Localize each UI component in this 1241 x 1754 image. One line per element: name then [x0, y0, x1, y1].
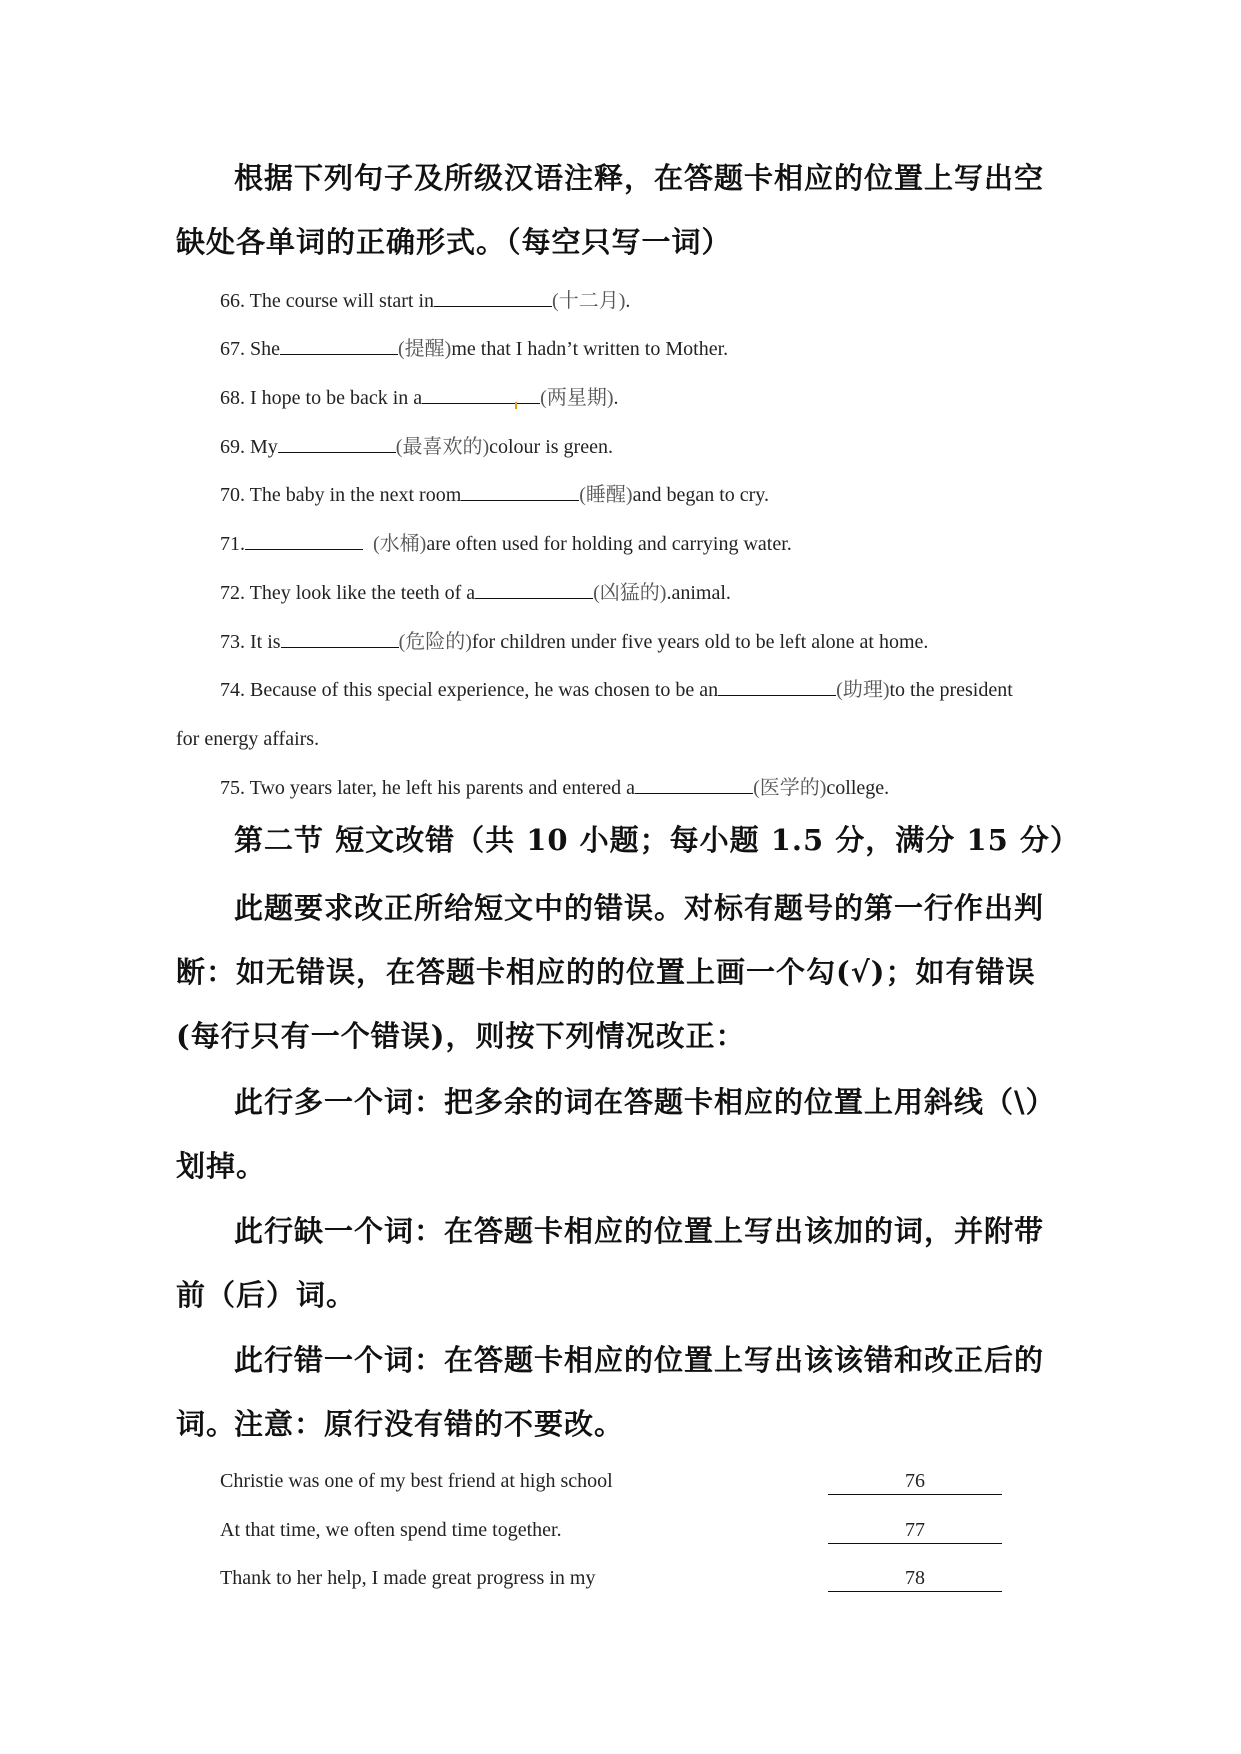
answer-blank[interactable]: [245, 533, 363, 550]
chinese-hint: (水桶): [373, 533, 427, 555]
answer-blank[interactable]: [635, 777, 753, 794]
answer-slot-78[interactable]: 78: [828, 1565, 1002, 1592]
fill-item-74-continuation: for energy affairs.: [176, 728, 320, 750]
item-prefix: 68. I hope to be back in a: [220, 387, 423, 409]
fill-item-68: [220, 385, 619, 411]
passage-line: Christie was one of my best friend at high school: [220, 1470, 613, 1492]
intro-instructions: 根据下列句子及所级汉语注释，在答题卡相应的位置上写出空缺处各单词的正确形式。（每空只写一词）: [176, 161, 1045, 259]
item-prefix: 72. They look like the teeth of a: [220, 582, 476, 604]
item-suffix: for children under five years old to be left alone at home.: [471, 631, 929, 653]
rule-missing-word: 此行缺一个词：在答题卡相应的位置上写出该加的词，并附带前（后）词。: [176, 1214, 1045, 1312]
answer-blank[interactable]: [422, 387, 540, 404]
answer-blank[interactable]: [278, 436, 396, 453]
chinese-hint: (提醒): [398, 338, 452, 360]
item-prefix: 73. It is: [220, 631, 281, 653]
passage-line: Thank to her help, I made great progress in my: [220, 1567, 596, 1589]
fill-item-73: [220, 629, 928, 655]
item-prefix: 75. Two years later, he left his parents and entered a: [220, 777, 636, 799]
item-prefix: 74. Because of this special experience, he was chosen to be an: [220, 679, 719, 701]
item-suffix: .: [625, 290, 631, 312]
fill-item-71: [220, 531, 792, 557]
answer-blank[interactable]: [718, 679, 836, 696]
section2-heading: 第二节 短文改错（共 10 小题；每小题 1.5 分，满分 15 分）: [234, 823, 1080, 857]
chinese-hint: (两星期): [540, 387, 614, 409]
passage-line: At that time, we often spend time together.: [220, 1519, 562, 1541]
section2-instruction: 此题要求改正所给短文中的错误。对标有题号的第一行作出判断：如无错误，在答题卡相应的的位置上画一个勾(√)；如有错误(每行只有一个错误)，则按下列情况改正：: [176, 891, 1045, 1053]
answer-blank[interactable]: [280, 338, 398, 355]
answer-slot-77[interactable]: 77: [828, 1517, 1002, 1544]
fill-item-74: [220, 677, 1013, 703]
item-suffix: .animal.: [666, 582, 731, 604]
fill-item-72: [220, 580, 731, 606]
item-suffix: college.: [826, 777, 890, 799]
chinese-hint: (睡醒): [579, 484, 633, 506]
answer-blank[interactable]: [434, 290, 552, 307]
chinese-hint: (最喜欢的): [395, 436, 490, 458]
chinese-hint: (凶猛的): [593, 582, 667, 604]
item-suffix: me that I hadn’t written to Mother.: [451, 338, 729, 360]
answer-blank[interactable]: [281, 631, 399, 648]
item-suffix: and began to cry.: [632, 484, 770, 506]
item-suffix: colour is green.: [489, 436, 613, 458]
rule-wrong-word: 此行错一个词：在答题卡相应的位置上写出该该错和改正后的词。: [176, 1343, 1045, 1441]
item-prefix: 67. She: [220, 338, 280, 360]
fill-item-70: [220, 482, 769, 508]
item-prefix: 70. The baby in the next room: [220, 484, 462, 506]
answer-blank[interactable]: [461, 484, 579, 501]
note: 注意：原行没有错的不要改。: [234, 1407, 625, 1441]
fill-item-67: [220, 336, 728, 362]
chinese-hint: (助理): [836, 679, 890, 701]
item-prefix: 71.: [220, 533, 245, 555]
fill-item-69: [220, 434, 613, 460]
fill-item-75: [220, 775, 889, 801]
item-prefix: 69. My: [220, 436, 278, 458]
chinese-hint: (危险的): [398, 631, 472, 653]
item-suffix: .: [613, 387, 619, 409]
item-suffix: are often used for holding and carrying water.: [426, 533, 792, 555]
chinese-hint: (医学的): [753, 777, 827, 799]
answer-blank[interactable]: [475, 582, 593, 599]
chinese-hint: (十二月): [552, 290, 626, 312]
stray-mark: [515, 402, 517, 409]
item-prefix: 66. The course will start in: [220, 290, 435, 312]
answer-slot-76[interactable]: 76: [828, 1468, 1002, 1495]
fill-item-66: [220, 288, 630, 314]
rule-extra-word: 此行多一个词：把多余的词在答题卡相应的位置上用斜线（\）划掉。: [176, 1085, 1056, 1183]
item-suffix: to the president: [889, 679, 1013, 701]
